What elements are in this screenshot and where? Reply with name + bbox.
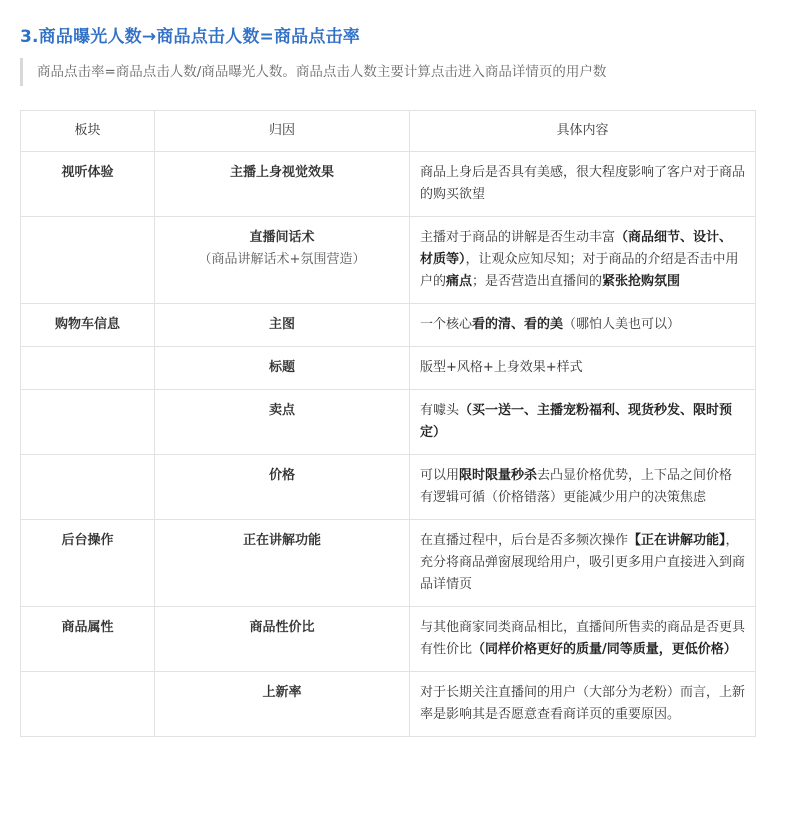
table-row (21, 217, 756, 304)
content-text: 有噱头 (420, 403, 460, 418)
attribution-label: 直播间话术 (249, 230, 315, 245)
category-cell: 购物车信息 (21, 304, 155, 347)
attribution-cell (155, 520, 410, 607)
attribution-label: 主图 (268, 317, 295, 332)
content-text: ；是否营造出直播间的 (472, 274, 603, 289)
attribution-cell (155, 304, 410, 347)
category-cell: 视听体验 (21, 152, 155, 217)
content-emphasis: 紧张抢购氛围 (602, 274, 681, 289)
table-body (21, 152, 756, 737)
attribution-label: 标题 (268, 360, 295, 375)
attribution-label: 商品性价比 (249, 620, 315, 635)
attribution-label: 价格 (268, 468, 295, 483)
content-cell (410, 347, 756, 390)
content-emphasis: 限时限量秒杀 (459, 468, 538, 483)
content-text: 版型+风格+上身效果+样式 (420, 360, 583, 375)
content-text: 主播对于商品的讲解是否生动丰富 (420, 230, 616, 245)
table-row (21, 520, 756, 607)
category-cell (21, 217, 155, 304)
attribution-cell (155, 390, 410, 455)
category-cell (21, 672, 155, 737)
attribution-label: 主播上身视觉效果 (229, 165, 334, 180)
table-row (21, 672, 756, 737)
attribution-label: 卖点 (268, 403, 295, 418)
table-row (21, 347, 756, 390)
table-row (21, 455, 756, 520)
content-text: 商品上身后是否具有美感，很大程度影响了客户对于商品的购买欲望 (420, 165, 746, 202)
content-text: ，让观众应知尽知；对于商品的介绍是否击中用户的 (420, 252, 739, 289)
content-text: 对于长期关注直播间的用户（大部分为老粉）而言，上新率是影响其是否愿意查看商详页的重要原因。 (420, 685, 746, 722)
category-cell (21, 390, 155, 455)
content-emphasis: 看的清、看的美 (472, 317, 564, 332)
content-text: 在直播过程中，后台是否多频次操作 (420, 533, 629, 548)
content-text: 与其他商家同类商品相比，直播间所售卖的商品是否更具有性价比 (420, 620, 746, 657)
attribution-cell (155, 152, 410, 217)
definition-quote: 商品点击率=商品点击人数/商品曝光人数。商品点击人数主要计算点击进入商品详情页的用户数 (20, 58, 760, 86)
attribution-cell (155, 217, 410, 304)
content-cell (410, 304, 756, 347)
attribution-cell (155, 607, 410, 672)
category-cell: 后台操作 (21, 520, 155, 607)
header-content: 具体内容 (410, 111, 756, 152)
attribution-label: 正在讲解功能 (242, 533, 321, 548)
content-text: 去凸显价格优势，上下品之间价格有逻辑可循（价格错落）更能减少用户的决策焦虑 (420, 468, 733, 505)
table-row (21, 607, 756, 672)
attribution-cell (155, 455, 410, 520)
category-cell: 商品属性 (21, 607, 155, 672)
content-text: ，充分将商品弹窗展现给用户，吸引更多用户直接进入到商品详情页 (420, 533, 746, 592)
content-emphasis: （商品细节、设计、材质等） (420, 230, 733, 267)
table-row (21, 304, 756, 347)
section-heading: 3.商品曝光人数→商品点击人数=商品点击率 (20, 27, 360, 47)
category-cell (21, 347, 155, 390)
content-cell (410, 152, 756, 217)
content-cell (410, 455, 756, 520)
attribution-sublabel: （商品讲解话术+氛围营造） (198, 252, 366, 267)
content-text: 可以用 (420, 468, 460, 483)
table-row (21, 152, 756, 217)
category-cell (21, 455, 155, 520)
content-emphasis: （买一送一、主播宠粉福利、现货秒发、限时预定） (420, 403, 733, 440)
content-text: 一个核心 (420, 317, 473, 332)
content-emphasis: 痛点 (446, 274, 473, 289)
content-cell (410, 390, 756, 455)
content-cell (410, 520, 756, 607)
header-category: 板块 (21, 111, 155, 152)
content-cell (410, 672, 756, 737)
attribution-table (20, 110, 756, 737)
content-cell (410, 607, 756, 672)
header-attribution: 归因 (155, 111, 410, 152)
content-emphasis: （同样价格更好的质量/同等质量，更低价格） (472, 642, 737, 657)
table-header-row (21, 111, 756, 152)
attribution-cell (155, 347, 410, 390)
content-cell (410, 217, 756, 304)
content-text: （哪怕人美也可以） (563, 317, 681, 332)
attribution-cell (155, 672, 410, 737)
content-emphasis: 【正在讲解功能】 (628, 533, 726, 548)
attribution-label: 上新率 (262, 685, 302, 700)
table-row (21, 390, 756, 455)
